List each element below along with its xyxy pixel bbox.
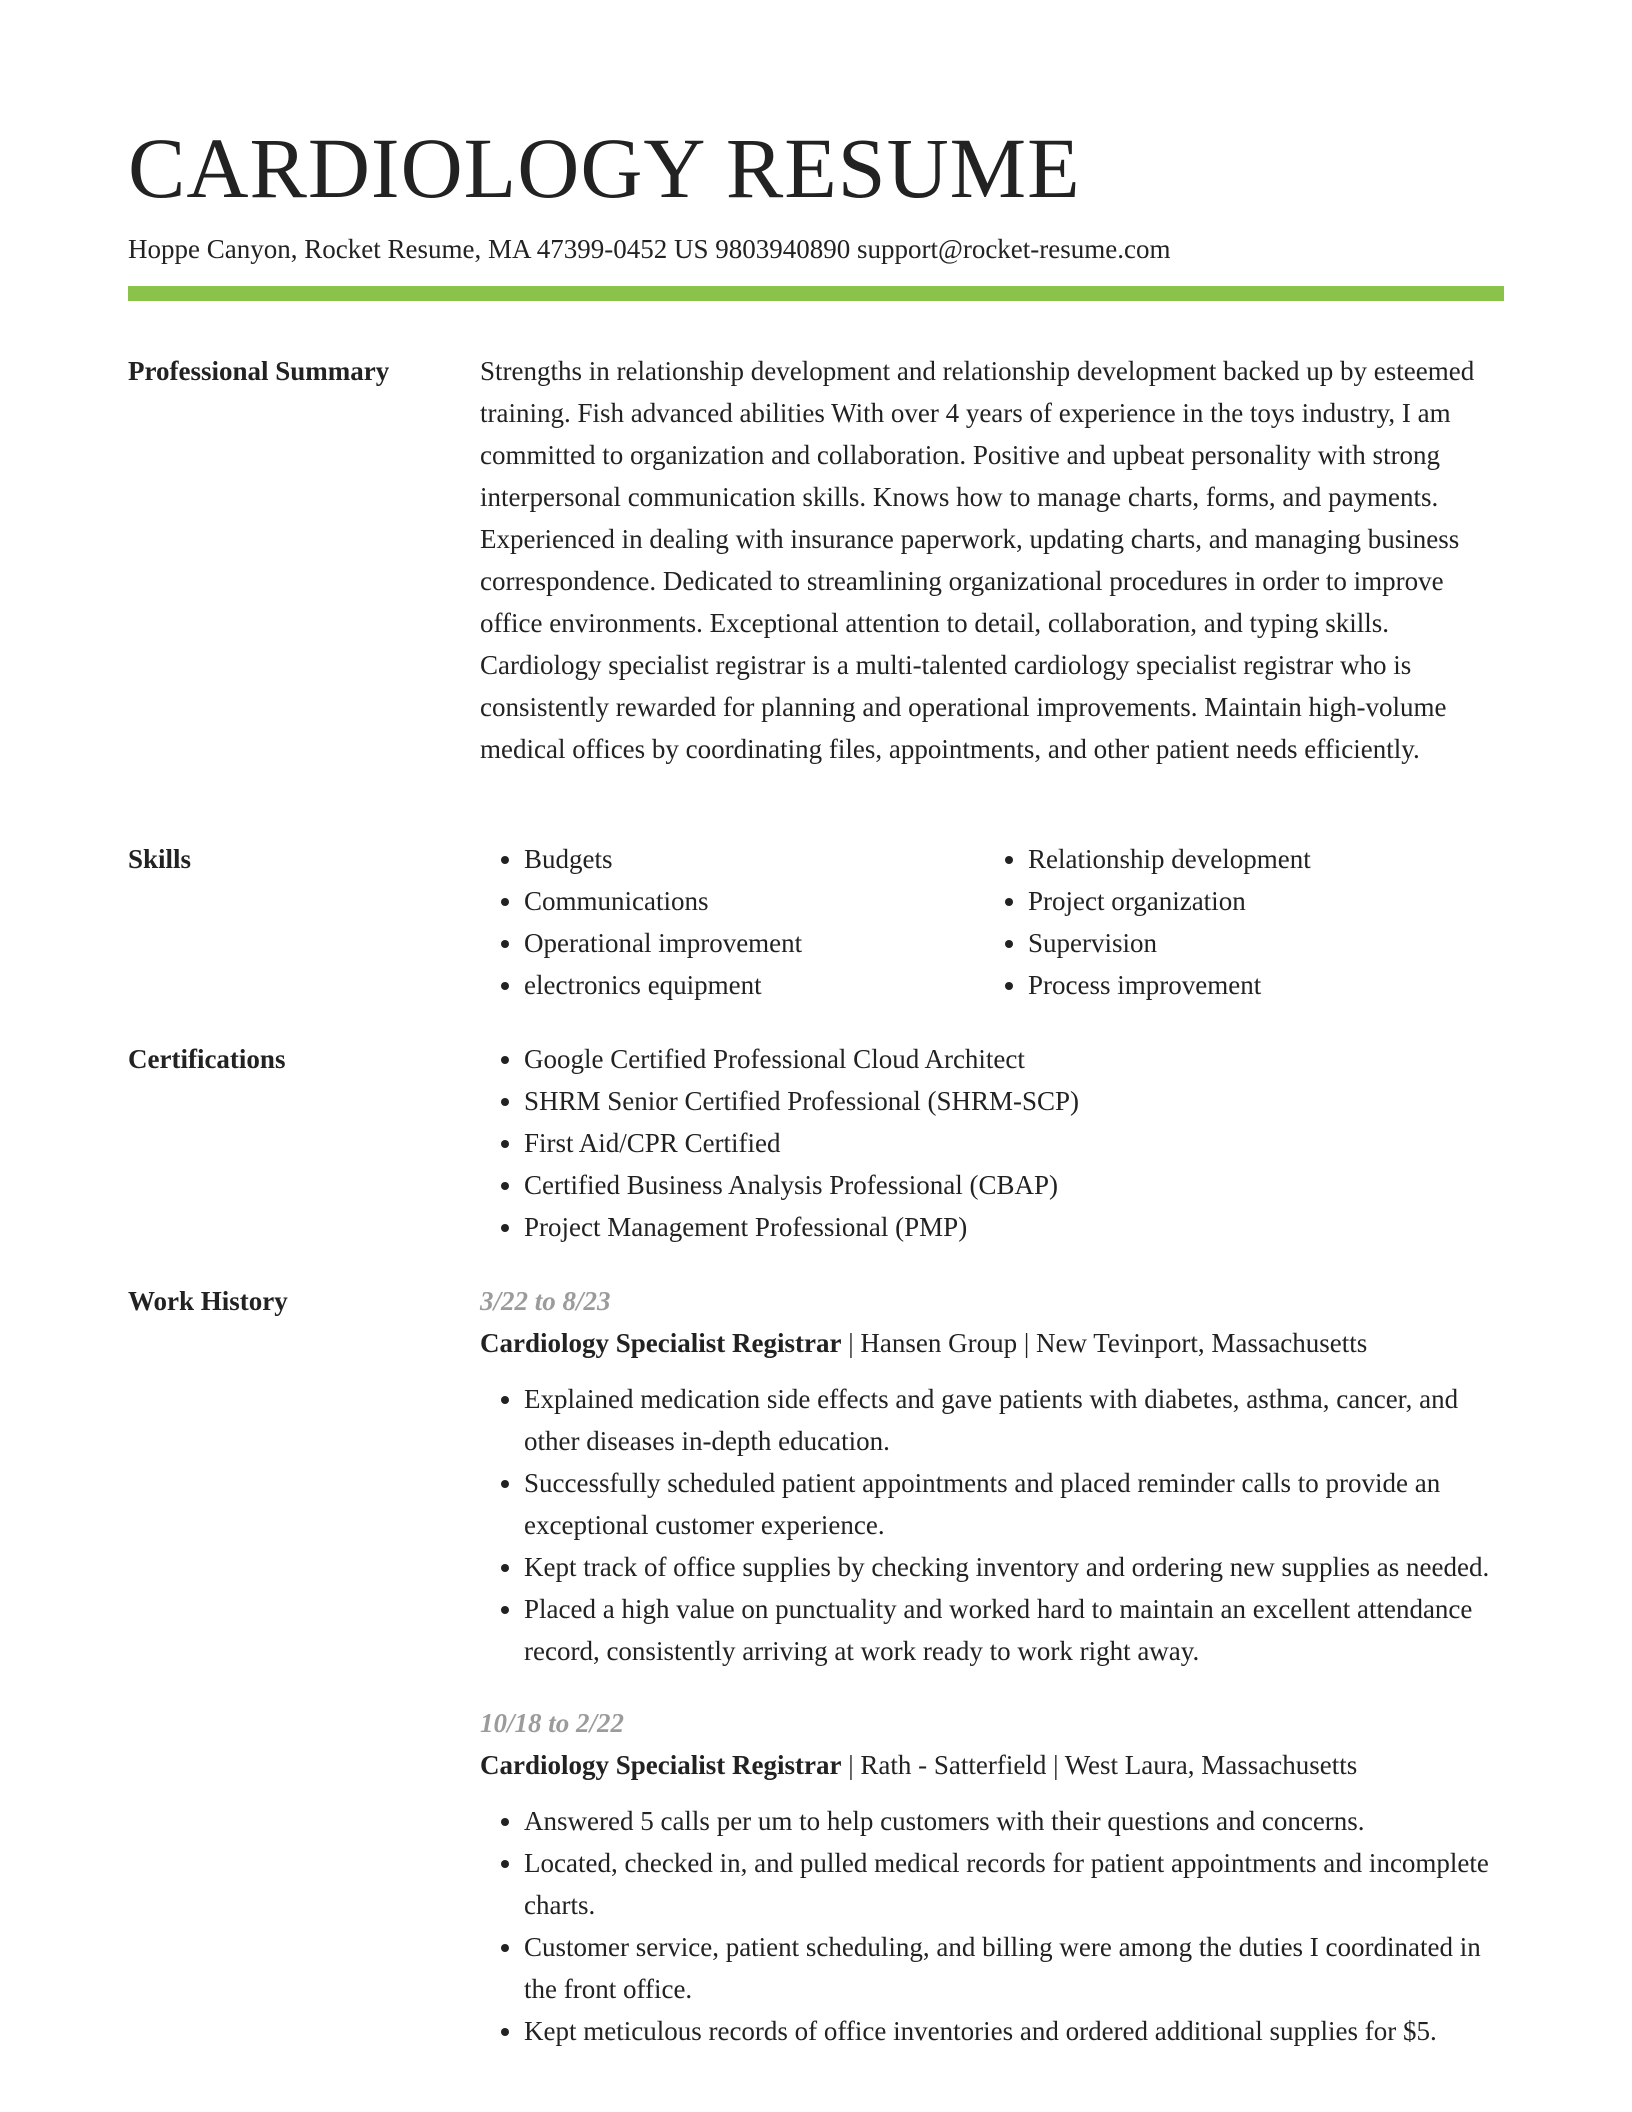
job-dates: 3/22 to 8/23: [480, 1286, 611, 1316]
work-history-heading: Work History: [128, 1286, 288, 1316]
certification-item: • Google Certified Professional Cloud Architect: [524, 1038, 1504, 1080]
job-duty: • Customer service, patient scheduling, and billing were among the duties I coordinated in the front office.: [524, 1926, 1504, 2010]
skill-item: • Project organization: [1028, 880, 1548, 922]
skill-item: • Relationship development: [1028, 838, 1548, 880]
job-duty: • Answered 5 calls per um to help customers with their questions and concerns.: [524, 1800, 1504, 1842]
job-duty: • Kept meticulous records of office inventories and ordered additional supplies for $5.: [524, 2010, 1504, 2052]
certifications-heading: Certifications: [128, 1044, 286, 1074]
job-heading: [480, 1322, 1504, 1364]
certifications-list: [480, 1038, 1504, 1248]
job-employer-location: | Rath - Satterfield | West Laura, Massachusetts: [841, 1750, 1358, 1780]
accent-divider: [128, 286, 1504, 301]
contact-line: Hoppe Canyon, Rocket Resume, MA 47399-0452 US 9803940890 support@rocket-resume.com: [128, 234, 1171, 264]
job-entry: [480, 1280, 1504, 1672]
certification-item: • SHRM Senior Certified Professional (SHRM-SCP): [524, 1080, 1504, 1122]
skill-item: • Operational improvement: [524, 922, 984, 964]
summary-text: Strengths in relationship development and relationship development backed up by esteemed training. Fish advanced abilities With over 4 years of experience in the toys industry, I am committed to organization and collaboration. Positive and upbeat personality with strong interpersonal communication skills. Knows how to manage charts, forms, and payments. Experienced in dealing with insurance paperwork, updating charts, and managing business correspondence. Dedicated to streamlining organizational procedures in order to improve office environments. Exceptional attention to detail, collaboration, and typing skills. Cardiology specialist registrar is a multi-talented cardiology specialist registrar who is consistently rewarded for planning and operational improvements. Maintain high-volume medical offices by coordinating files, appointments, and other patient needs efficiently.: [480, 356, 1475, 764]
skill-item: • Supervision: [1028, 922, 1548, 964]
job-entry: [480, 1702, 1504, 2052]
certification-item: • Project Management Professional (PMP): [524, 1206, 1504, 1248]
job-duty: • Explained medication side effects and gave patients with diabetes, asthma, cancer, and other diseases in-depth education.: [524, 1378, 1504, 1462]
certifications-body: [480, 1038, 1504, 1248]
skills-list-right: [984, 838, 1548, 1006]
job-duty: • Located, checked in, and pulled medical records for patient appointments and incomplete charts.: [524, 1842, 1504, 1926]
job-title: Cardiology Specialist Registrar: [480, 1328, 842, 1358]
certification-item: • Certified Business Analysis Professional (CBAP): [524, 1164, 1504, 1206]
resume-title: CARDIOLOGY RESUME: [128, 120, 1081, 216]
skill-item: • Budgets: [524, 838, 984, 880]
certification-item: • First Aid/CPR Certified: [524, 1122, 1504, 1164]
skill-item: • Communications: [524, 880, 984, 922]
job-employer-location: | Hansen Group | New Tevinport, Massachusetts: [841, 1328, 1368, 1358]
skill-item: • Process improvement: [1028, 964, 1548, 1006]
skills-body: [480, 838, 1504, 1006]
job-dates: 10/18 to 2/22: [480, 1708, 625, 1738]
job-duties-list: [480, 1378, 1504, 1672]
skill-item: • electronics equipment: [524, 964, 984, 1006]
job-duty: • Placed a high value on punctuality and worked hard to maintain an excellent attendance record, consistently arriving at work ready to work right away.: [524, 1588, 1504, 1672]
job-duty: • Kept track of office supplies by checking inventory and ordering new supplies as needed.: [524, 1546, 1504, 1588]
job-heading: [480, 1744, 1504, 1786]
job-duties-list: [480, 1800, 1504, 2052]
summary-heading: Professional Summary: [128, 356, 390, 386]
summary-body: [480, 350, 1504, 770]
work-history-body: [480, 1280, 1504, 2052]
skills-heading: Skills: [128, 844, 192, 874]
skills-list-left: [480, 838, 984, 1006]
job-title: Cardiology Specialist Registrar: [480, 1750, 842, 1780]
job-duty: • Successfully scheduled patient appointments and placed reminder calls to provide an exceptional customer experience.: [524, 1462, 1504, 1546]
